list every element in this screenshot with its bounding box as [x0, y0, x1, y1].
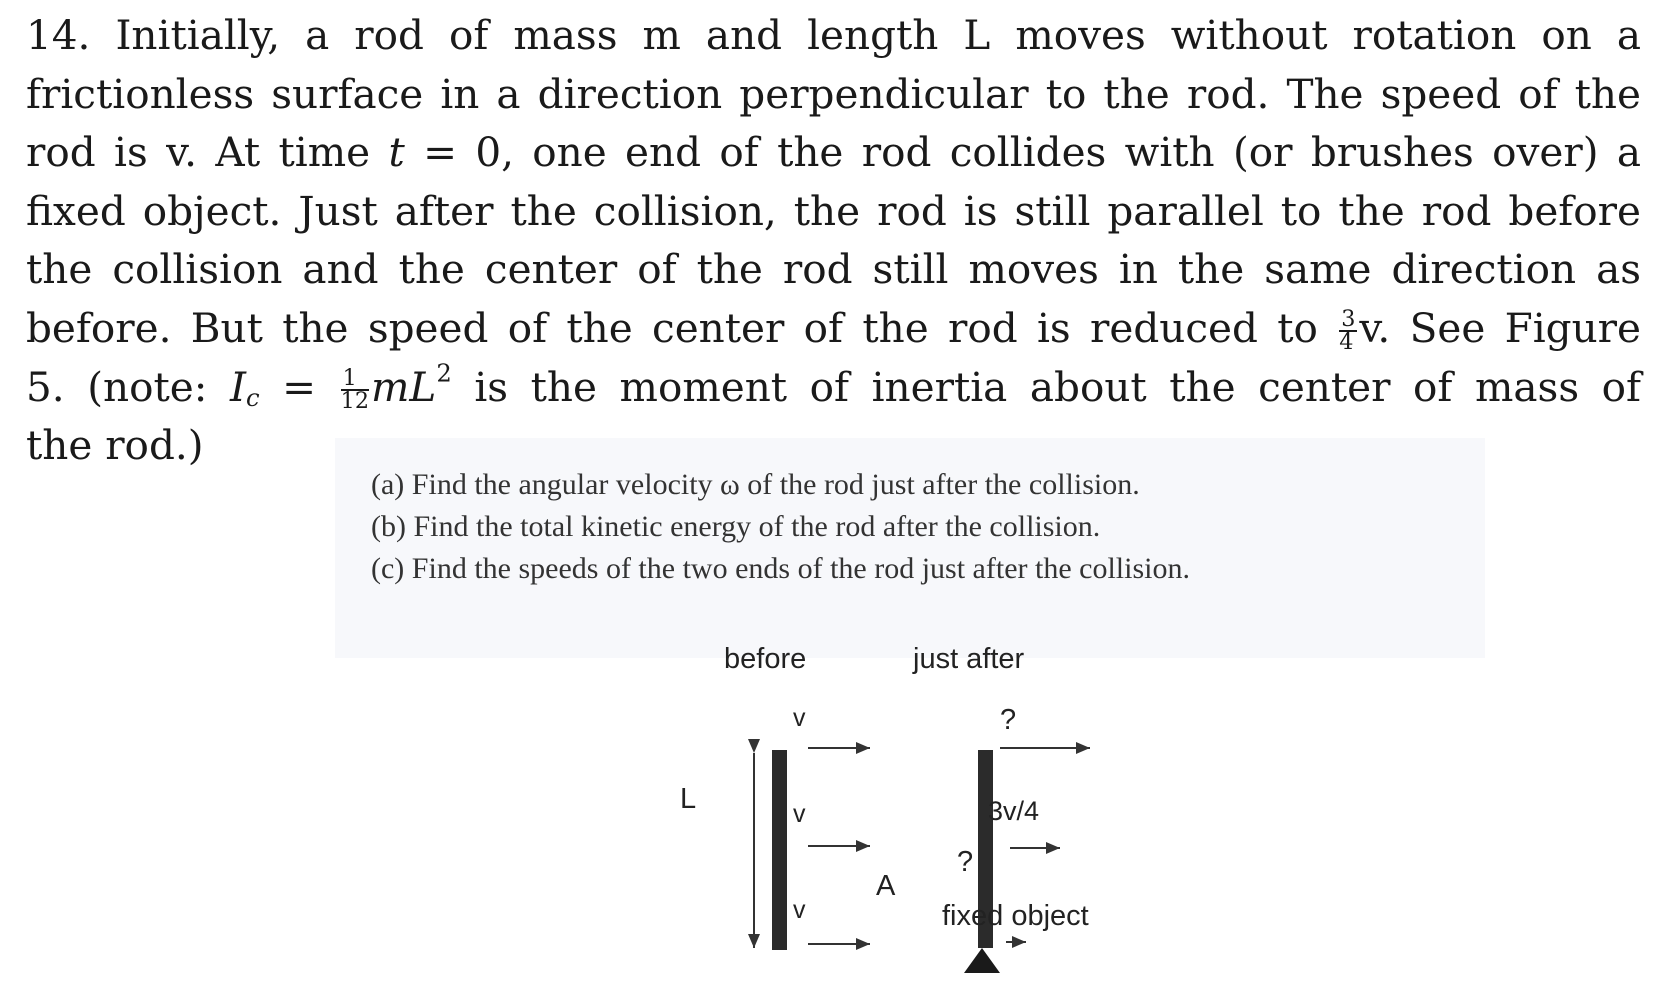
problem-line-1: 14. Initially, a rod of mass m and length L moves without rotation on a: [26, 11, 1641, 59]
v-label-center: v: [793, 800, 806, 828]
v-label-bottom: v: [793, 896, 806, 924]
point-a-label: A: [876, 870, 896, 902]
problem-line-8: the rod.): [26, 421, 204, 470]
problem-line-4: fixed object. Just after the collision, the rod is still parallel to the rod before: [26, 186, 1641, 235]
problem-line-5: the collision and the center of the rod still moves in the same direction as: [26, 245, 1641, 294]
problem-line-2: frictionless surface in a direction perpendicular to the rod. The speed of the: [26, 69, 1641, 118]
before-label: before: [724, 643, 807, 675]
fraction-three-quarters: $\frac{3}{4}$: [1339, 306, 1356, 356]
rod-before: [772, 750, 787, 950]
figure-drawing: [700, 680, 1220, 995]
problem-statement: [26, 6, 1641, 475]
length-label: L: [680, 783, 697, 815]
part-a: (a) Find the angular velocity ω of the rod just after the collision.: [371, 468, 1140, 501]
top-after-label: ?: [1000, 704, 1017, 736]
problem-line-7: 5. (note: $I_c$ = $\frac{1}{12}$ $mL^2$ is the moment of inertia about the center of mass of: [26, 358, 1642, 415]
problem-line-3: rod is v. At time t = 0, one end of the rod collides with (or brushes over) a: [26, 128, 1642, 177]
problem-number: 14.: [26, 11, 91, 59]
fixed-object-label: fixed object: [942, 900, 1089, 932]
fraction-one-twelfth: $\frac{1}{12}$: [340, 364, 369, 415]
problem-line-6: before. But the speed of the center of the rod is reduced to $\frac{3}{4}$ v. See Figure: [26, 303, 1641, 356]
subparts-box: [335, 438, 1485, 658]
just-after-label: just after: [913, 643, 1025, 675]
part-b: (b) Find the total kinetic energy of the rod after the collision.: [371, 510, 1101, 543]
fixed-object-triangle: [964, 948, 1000, 973]
center-after-label: 3v/4: [988, 796, 1040, 826]
part-c: (c) Find the speeds of the two ends of the rod just after the collision.: [371, 552, 1190, 585]
v-label-top: v: [793, 704, 806, 732]
bottom-after-label: ?: [957, 846, 974, 878]
